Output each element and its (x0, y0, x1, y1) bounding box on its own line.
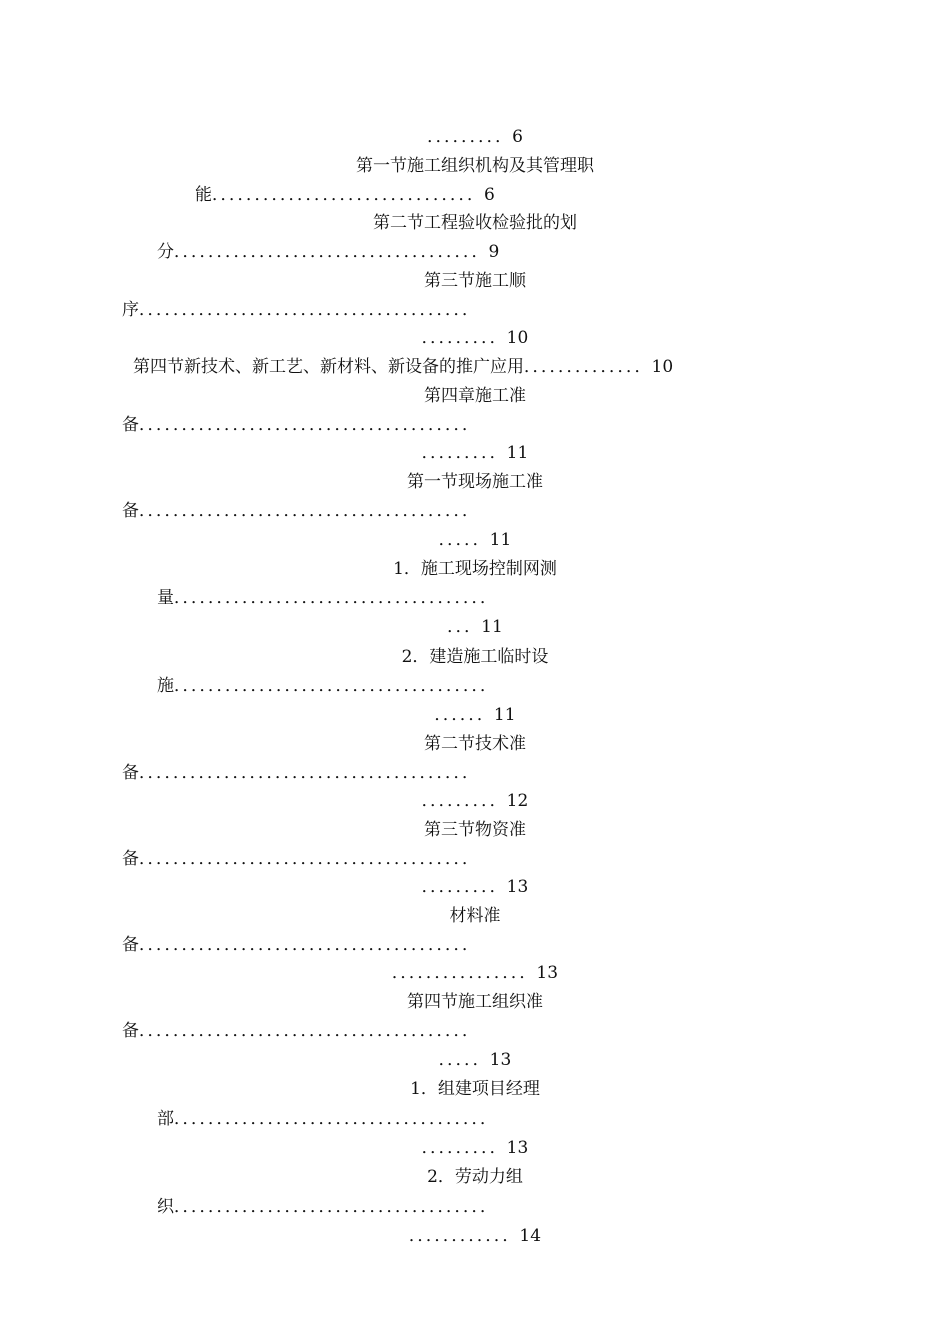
toc-line: ．．．．．11 (438, 530, 512, 550)
toc-line: 备．．．．．．．．．．．．．．．．．．．．．．．．．．．．．．．．．．．．．．． (122, 1021, 479, 1041)
toc-line: ．．．．．．11 (434, 705, 516, 725)
toc-line: 第四节新技术、新工艺、新材料、新设备的推广应用．．．．．．．．．．．．．．10 (133, 357, 674, 377)
toc-line: 1．组建项目经理 (410, 1079, 540, 1099)
toc-line: 施．．．．．．．．．．．．．．．．．．．．．．．．．．．．．．．．．．．．． (157, 676, 497, 696)
toc-line: ．．．11 (447, 617, 503, 637)
toc-line: 第二节工程验收检验批的划 (373, 213, 577, 233)
toc-line: 第四节施工组织准 (407, 992, 543, 1012)
toc-line: 分．．．．．．．．．．．．．．．．．．．．．．．．．．．．．．．．．．．．9 (157, 242, 500, 262)
toc-line: 备．．．．．．．．．．．．．．．．．．．．．．．．．．．．．．．．．．．．．．． (122, 935, 479, 955)
toc-line: 织．．．．．．．．．．．．．．．．．．．．．．．．．．．．．．．．．．．．． (157, 1197, 497, 1217)
toc-line: 第三节物资准 (424, 820, 526, 840)
toc-line: ．．．．．．．．．13 (421, 1138, 529, 1158)
toc-line: 2．建造施工临时设 (401, 647, 549, 667)
toc-line: 备．．．．．．．．．．．．．．．．．．．．．．．．．．．．．．．．．．．．．．． (122, 415, 479, 435)
toc-line: 1．施工现场控制网测 (393, 559, 557, 579)
toc-line: ．．．．．．．．．12 (421, 791, 529, 811)
toc-line: 部．．．．．．．．．．．．．．．．．．．．．．．．．．．．．．．．．．．．． (157, 1109, 497, 1129)
toc-line: 备．．．．．．．．．．．．．．．．．．．．．．．．．．．．．．．．．．．．．．． (122, 763, 479, 783)
toc-line: 备．．．．．．．．．．．．．．．．．．．．．．．．．．．．．．．．．．．．．．． (122, 849, 479, 869)
toc-line: ．．．．．．．．．13 (421, 877, 529, 897)
toc-line: 第一节现场施工准 (407, 472, 543, 492)
toc-line: ．．．．．．．．．11 (421, 443, 529, 463)
toc-line: 备．．．．．．．．．．．．．．．．．．．．．．．．．．．．．．．．．．．．．．． (122, 501, 479, 521)
toc-line: 能．．．．．．．．．．．．．．．．．．．．．．．．．．．．．．．6 (195, 185, 495, 205)
toc-line: 第三节施工顺 (424, 271, 526, 291)
toc-line: 第四章施工准 (424, 386, 526, 406)
toc-line: 序．．．．．．．．．．．．．．．．．．．．．．．．．．．．．．．．．．．．．．． (122, 300, 479, 320)
toc-line: ．．．．．．．．．10 (421, 328, 529, 348)
toc-line: 量．．．．．．．．．．．．．．．．．．．．．．．．．．．．．．．．．．．．． (157, 588, 497, 608)
toc-line: ．．．．．13 (438, 1050, 512, 1070)
toc-line: ．．．．．．．．．．．．．．．．13 (391, 963, 559, 983)
toc-line: 2．劳动力组 (427, 1167, 523, 1187)
toc-line: 第二节技术准 (424, 734, 526, 754)
toc-line: 第一节施工组织机构及其管理职 (356, 156, 594, 176)
toc-line: 材料准 (449, 906, 501, 926)
toc-line: ．．．．．．．．．．．．14 (408, 1226, 542, 1246)
toc-line: ．．．．．．．．．6 (427, 127, 523, 147)
